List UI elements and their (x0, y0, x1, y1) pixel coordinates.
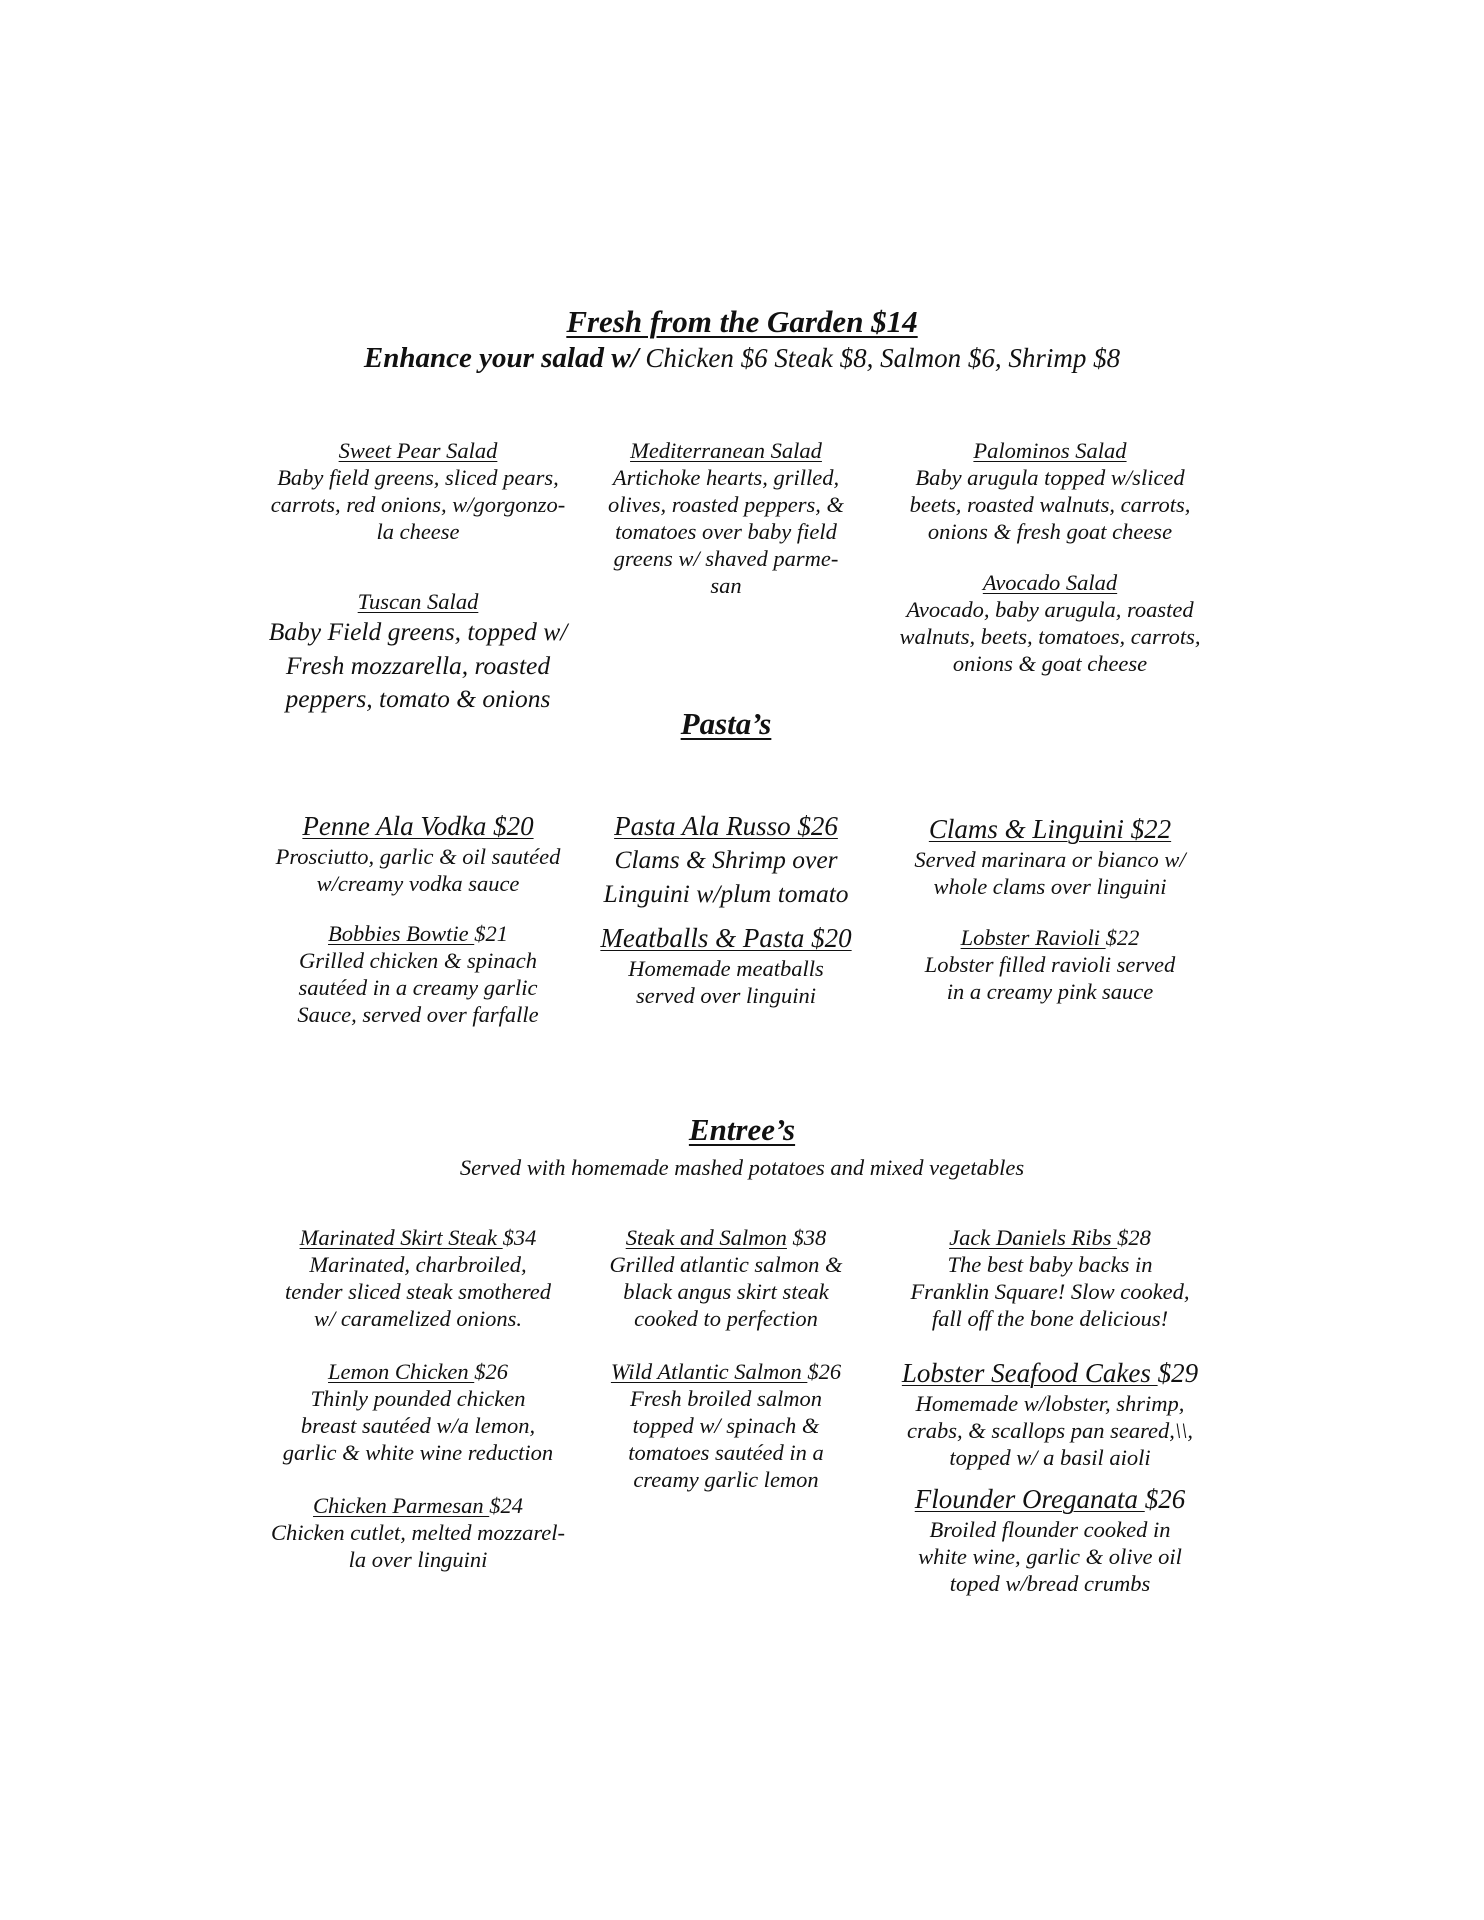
menu-item-clams-and-linguini (885, 813, 1215, 900)
item-description: Baby arugula topped w/sliced beets, roasted walnuts, carrots, onions & fresh goat cheese (909, 465, 1191, 544)
menu-item-steak-and-salmon (561, 1224, 891, 1332)
item-price: $34 (502, 1225, 537, 1250)
item-name: Penne Ala Vodka $20 (302, 811, 534, 841)
menu-item-tuscan-salad (253, 588, 583, 716)
item-name: Mediterranean Salad (630, 438, 822, 463)
item-description: Homemade w/lobster, shrimp, crabs, & scallops pan seared,\\, topped w/ a basil aioli (906, 1391, 1194, 1470)
item-description: Fresh broiled salmon topped w/ spinach & tomatoes sautéed in a creamy garlic lemon (628, 1386, 824, 1492)
item-description: Served marinara or bianco w/ whole clams over linguini (914, 847, 1186, 899)
menu-item-pasta-ala-russo (561, 810, 891, 910)
item-name: Flounder Oreganata (914, 1484, 1145, 1514)
item-name: Meatballs & Pasta $20 (600, 923, 852, 953)
menu-item-jack-daniels-ribs (885, 1224, 1215, 1332)
menu-item-lobster-ravioli (885, 924, 1215, 1005)
menu-item-bobbies-bowtie (253, 920, 583, 1028)
item-description: Lobster filled ravioli served in a creamy pink sauce (924, 952, 1176, 1004)
item-name: Marinated Skirt Steak (299, 1225, 503, 1250)
item-price: $26 (474, 1359, 508, 1384)
enhance-line (0, 342, 1484, 375)
entrees-subtitle: Served with homemade mashed potatoes and mixed vegetables (459, 1155, 1025, 1180)
item-name: Bobbies Bowtie (328, 921, 475, 946)
item-name: Jack Daniels Ribs (949, 1225, 1118, 1250)
menu-item-chicken-parmesan (253, 1492, 583, 1573)
salads-heading: Fresh from the Garden $14 (566, 304, 918, 339)
item-price: $21 (474, 921, 508, 946)
item-name: Clams & Linguini $22 (928, 814, 1172, 844)
menu-item-wild-atlantic-salmon (561, 1358, 891, 1493)
enhance-label: Enhance your salad w/ (363, 342, 639, 374)
menu-item-sweet-pear-salad (253, 437, 583, 545)
menu-item-lemon-chicken (253, 1358, 583, 1466)
item-description: Grilled atlantic salmon & black angus skirt steak cooked to perfection (609, 1252, 843, 1331)
item-name: Avocado Salad (982, 570, 1118, 595)
item-price: $38 (786, 1225, 827, 1250)
item-name: Chicken Parmesan (313, 1493, 490, 1518)
item-description: Clams & Shrimp over Linguini w/plum tomato (603, 845, 849, 908)
item-name: Tuscan Salad (357, 589, 479, 614)
item-name: Lobster Seafood Cakes (901, 1358, 1158, 1388)
item-description: Artichoke hearts, grilled, olives, roasted peppers, & tomatoes over baby field greens w/ shaved parme- san (607, 465, 844, 598)
item-price: $26 (807, 1359, 842, 1384)
menu-item-flounder-oreganata (885, 1483, 1215, 1597)
menu-item-palominos-salad (885, 437, 1215, 545)
item-name: Wild Atlantic Salmon (610, 1359, 808, 1384)
menu-item-meatballs-and-pasta (561, 922, 891, 1009)
item-description: Grilled chicken & spinach sautéed in a creamy garlic Sauce, served over farfalle (297, 948, 539, 1027)
entrees-heading: Entree’s (688, 1112, 796, 1147)
item-description: Baby Field greens, topped w/ Fresh mozzarella, roasted peppers, tomato & onions (268, 617, 568, 713)
item-description: Homemade meatballs served over linguini (628, 956, 824, 1008)
item-price: $28 (1117, 1225, 1151, 1250)
item-name: Sweet Pear Salad (338, 438, 498, 463)
item-name: Steak and Salmon (625, 1225, 787, 1250)
item-price: $29 (1157, 1358, 1199, 1388)
menu-item-avocado-salad (885, 569, 1215, 677)
item-description: Thinly pounded chicken breast sautéed w/a lemon, garlic & white wine reduction (282, 1386, 554, 1465)
item-price: $22 (1105, 925, 1140, 950)
menu-item-marinated-skirt-steak (253, 1224, 583, 1332)
menu-item-mediterranean-salad (561, 437, 891, 599)
item-price: $26 (1144, 1484, 1186, 1514)
item-name: Pasta Ala Russo $26 (614, 811, 838, 841)
menu-item-lobster-seafood-cakes (885, 1357, 1215, 1471)
item-description: Chicken cutlet, melted mozzarel- la over linguini (270, 1520, 566, 1572)
pastas-heading: Pasta’s (680, 706, 772, 741)
item-description: Prosciutto, garlic & oil sautéed w/creamy vodka sauce (275, 844, 561, 896)
item-description: Marinated, charbroiled, tender sliced steak smothered w/ caramelized onions. (285, 1252, 551, 1331)
item-name: Palominos Salad (973, 438, 1127, 463)
item-description: Broiled flounder cooked in white wine, garlic & olive oil toped w/bread crumbs (918, 1517, 1182, 1596)
item-description: Baby field greens, sliced pears, carrots, red onions, w/gorgonzo- la cheese (270, 465, 566, 544)
item-description: The best baby backs in Franklin Square! Slow cooked, fall off the bone delicious! (910, 1252, 1190, 1331)
item-description: Avocado, baby arugula, roasted walnuts, beets, tomatoes, carrots, onions & goat cheese (899, 597, 1201, 676)
item-price: $24 (489, 1493, 523, 1518)
item-name: Lobster Ravioli (960, 925, 1106, 950)
item-name: Lemon Chicken (328, 1359, 475, 1384)
menu-item-penne-ala-vodka (253, 810, 583, 897)
enhance-options: Chicken $6 Steak $8, Salmon $6, Shrimp $8 (638, 343, 1121, 373)
